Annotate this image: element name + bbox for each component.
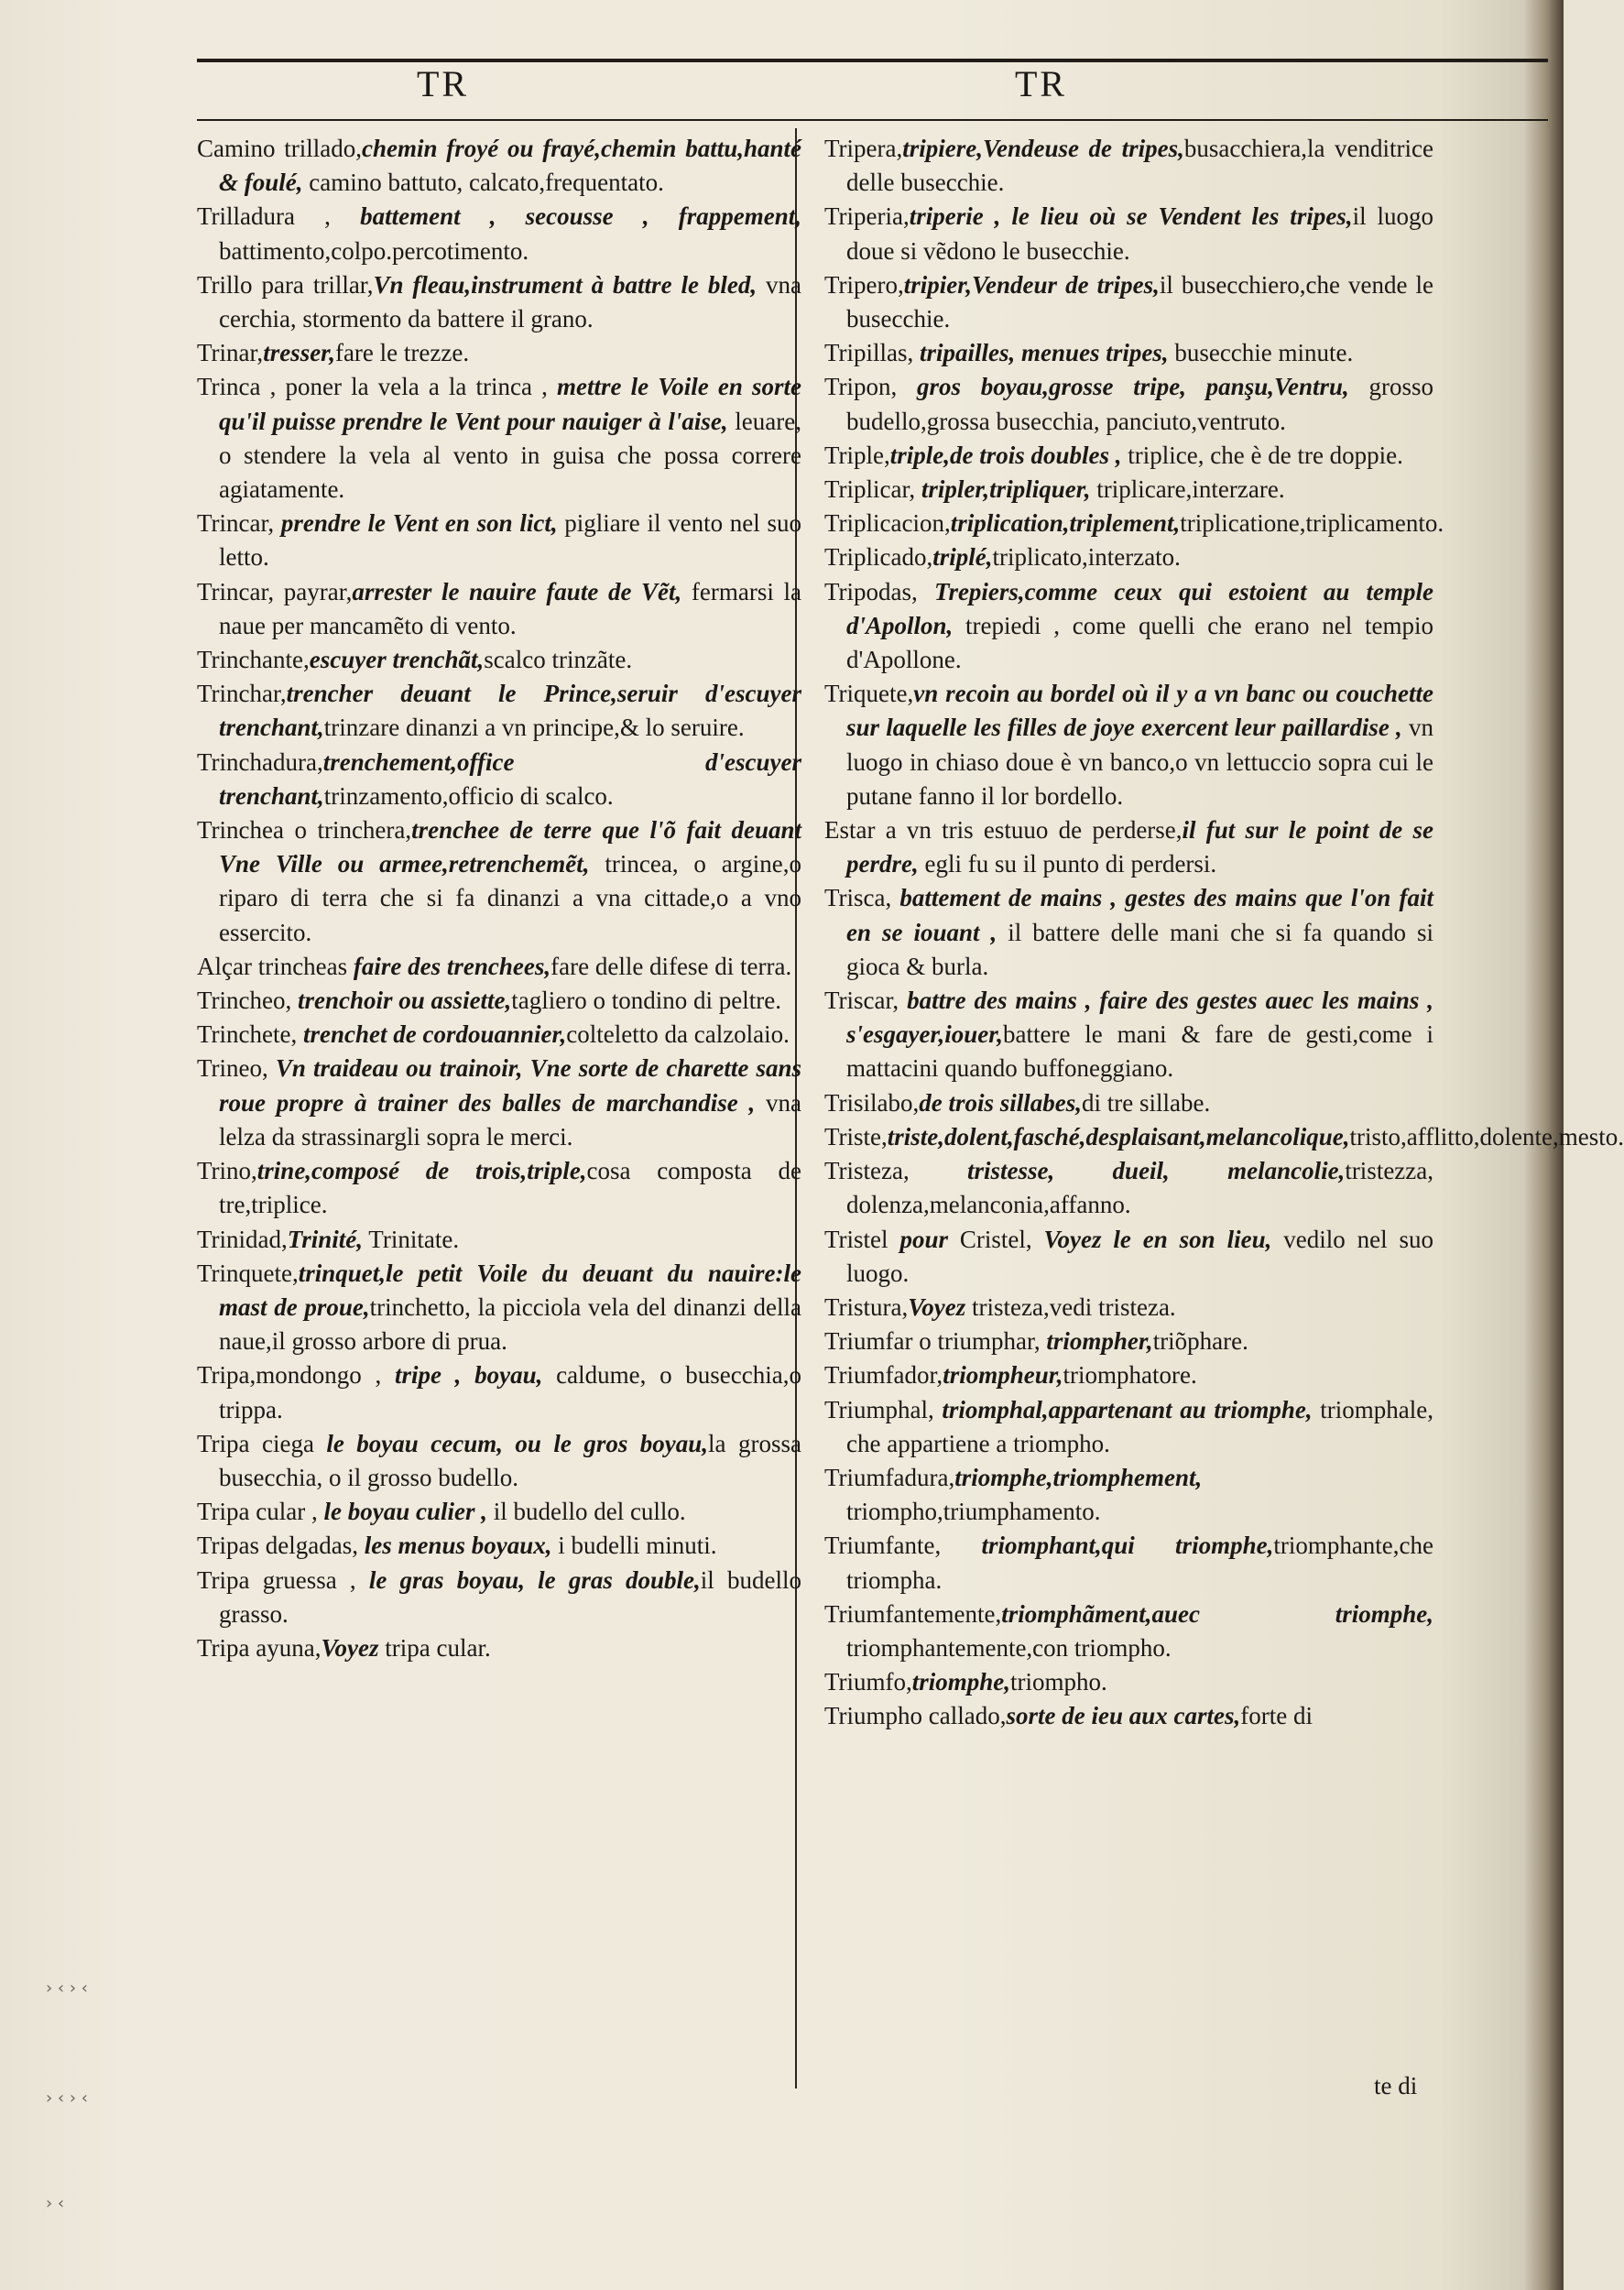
spanish-headword: Triumphal, [824,1395,943,1423]
dictionary-entry [197,1427,801,1495]
dictionary-entry [197,1154,801,1222]
french-gloss: battement de mains , gestes des mains que l'on fait en se iouant , [846,884,1434,946]
french-gloss: trine,composé de trois,triple, [256,1157,587,1185]
italian-gloss: battere le mani & fare de gesti,come i mattacini quando buffoneggiano. [846,1020,1433,1083]
spanish-headword: Tripodas, [824,577,934,605]
spanish-headword: Trinquete, [197,1259,299,1287]
italian-gloss: triomphantemente,con triompho. [846,1633,1172,1662]
dictionary-entry [197,1257,801,1359]
french-gloss: tripailles, menues tripes, [920,339,1169,367]
spanish-headword: Trinchar, [197,680,287,708]
spanish-headword: Trilladura , [197,202,361,231]
spanish-headword: Triumfar o triumphar, [824,1327,1047,1356]
dictionary-entry [824,813,1433,881]
italian-gloss: trincea, o argine,o riparo di terra che si fa dinanzi a vna cittade,o a vno essercito. [219,850,801,946]
italian-gloss: fermarsi la naue per mancamẽto di vento. [219,577,801,639]
italian-gloss: grosso budello,grossa busecchia, panciuto,ventruto. [846,373,1433,435]
spanish-headword: Triumfantemente, [824,1599,1002,1628]
french-gloss: escuyer trenchãt, [309,646,485,674]
spanish-headword: Tripa ciega [197,1429,327,1457]
spanish-headword: Trino, [197,1157,257,1185]
french-gloss: Voyez [321,1633,379,1662]
italian-gloss: triõphare. [1152,1327,1248,1356]
header-rule-top [197,59,1548,62]
spanish-headword: Triscar, [824,987,908,1015]
spanish-headword: Triple, [824,441,890,469]
dictionary-entry [197,1358,801,1426]
spanish-headword: Tripa cular , [197,1498,324,1526]
catchword: te di [1374,2072,1418,2099]
french-gloss: le gras boyau, le gras double, [368,1565,701,1594]
dictionary-entry [197,507,801,574]
dictionary-entry [197,1631,801,1665]
french-gloss: Voyez [908,1292,966,1321]
french-gloss: le boyau cecum, ou le gros boyau, [326,1429,709,1457]
dictionary-entry [824,881,1433,984]
french-gloss: gros boyau,grosse tripe, panşu,Ventru, [917,373,1349,401]
dictionary-entry [824,1358,1433,1392]
italian-gloss: egli fu su il punto di perdersi. [918,850,1217,878]
spanish-headword: Trillo para trillar, [197,270,374,299]
italian-gloss: il budello del cullo. [486,1498,686,1526]
french-gloss: trencher deuant le Prince,seruir d'escuyer trenchant, [219,680,801,742]
spanish-headword: Triumfante, [824,1532,982,1560]
spanish-headword: Triquete, [824,680,914,708]
left-column [197,132,801,1665]
italian-gloss: triompho,triumphamento. [846,1498,1101,1526]
italian-gloss: scalco trinzãte. [484,646,633,674]
dictionary-entry [197,268,801,336]
italian-gloss: triomphale, che appartiene a triompho. [846,1395,1433,1457]
dictionary-entry [824,1461,1433,1529]
italian-gloss: il luogo doue si vẽdono le busecchie. [846,202,1433,265]
french-gloss: trenchee de terre que l'õ fait deuant Vne Ville ou armee,retrenchemẽt, [219,816,801,878]
italian-gloss: triomphatore. [1063,1361,1197,1390]
italian-gloss: tripa cular. [378,1633,491,1662]
spanish-headword: Tripa gruessa , [197,1565,369,1594]
dictionary-entry [197,1018,801,1052]
french-gloss: il fut sur le point de se perdre, [846,816,1433,878]
french-gloss: chemin froyé ou frayé,chemin battu,hanté & foulé, [219,135,801,197]
header-rule-bottom [197,119,1548,121]
french-gloss: trinquet,le petit Voile du deuant du nauire:le mast de proue, [219,1259,801,1321]
italian-gloss: fare delle difese di terra. [550,952,792,980]
running-head-left: TR [417,63,470,104]
french-gloss: sorte de ieu aux cartes, [1006,1702,1241,1730]
dictionary-entry [197,643,801,677]
spanish-headword: Tripillas, [824,339,921,367]
french-gloss: Voyez le en son lieu, [1043,1225,1272,1253]
italian-gloss: tristeza,vedi tristeza. [965,1292,1176,1321]
spanish-headword: Estar a vn tris estuuo de perderse, [824,816,1183,845]
italian-gloss: tristezza, dolenza,melanconia,affanno. [846,1157,1434,1219]
spanish-headword: Triplicar, [824,475,921,504]
italian-gloss: caldume, o busecchia,o trippa. [219,1361,801,1423]
italian-gloss: Cristel, [947,1225,1044,1253]
french-gloss: de trois sillabes, [919,1088,1083,1117]
dictionary-entry [824,1665,1433,1699]
french-gloss: triplé, [932,543,993,572]
italian-gloss: camino battuto, calcato,frequentato. [302,169,664,197]
dictionary-entry [197,575,801,643]
french-gloss: triplication,triplement, [950,509,1181,538]
dictionary-entry [197,132,801,200]
italian-gloss: il battere delle mani che si fa quando si gioca & burla. [846,918,1433,980]
dictionary-entry [197,1529,801,1563]
italian-gloss: forte di [1240,1702,1313,1730]
dictionary-entry [197,950,801,984]
french-gloss: triomphãment,auec triomphe, [1001,1599,1433,1628]
spanish-headword: Trinchea o trinchera, [197,816,412,845]
french-gloss: tripe , boyau, [394,1361,543,1390]
dictionary-entry [824,1120,1624,1154]
italian-gloss: busacchiera,la venditrice delle busecchie. [846,135,1433,197]
italian-gloss: il budello grasso. [219,1565,801,1628]
spanish-headword: Trinchadura, [197,747,323,776]
dictionary-entry [824,370,1433,438]
dictionary-entry [824,336,1433,370]
italian-gloss: triompho. [1010,1668,1107,1696]
spanish-headword: Tripon, [824,373,918,401]
french-gloss: battre des mains , faire des gestes auec les mains , s'esgayer,iouer, [846,987,1434,1049]
italian-gloss: triplicare,interzare. [1090,475,1285,504]
dictionary-entry [197,370,801,507]
dictionary-entry [824,132,1433,200]
dictionary-entry [824,200,1433,267]
french-gloss: triperie , le lieu où se Vendent les tripes, [909,202,1353,231]
italian-gloss: tagliero o tondino di peltre. [511,987,781,1015]
right-column [824,132,1624,1734]
italian-gloss: vna cerchia, stormento da battere il grano. [219,270,802,333]
italian-gloss: il busecchiero,che vende le busecchie. [846,270,1433,333]
french-gloss: triple,de trois doubles , [889,441,1122,469]
spanish-headword: Trineo, [197,1054,276,1083]
dictionary-entry [824,540,1433,574]
spanish-headword: Trinchete, [197,1020,303,1049]
dictionary-entry [824,1291,1433,1325]
dictionary-entry [824,1529,1433,1597]
dictionary-entry [824,575,1433,678]
italian-gloss: i budelli minuti. [551,1532,717,1560]
italian-gloss: triplicato,interzato. [992,543,1181,572]
spanish-headword: Trisca, [824,884,900,912]
margin-mark: › ‹ [46,2194,65,2213]
spanish-headword: Triperia, [824,202,910,231]
italian-gloss: trepiedi , come quelli che erano nel tempio d'Apollone. [846,611,1433,674]
dictionary-entry [197,813,801,950]
dictionary-entry [824,1325,1433,1358]
italian-gloss: trinzamento,officio di scalco. [323,781,614,810]
italian-gloss: leuare, o stendere la vela al vento in guisa che possa correre agiatamente. [219,407,801,504]
spanish-headword: Trincar, [197,509,281,538]
spanish-headword: Triumfadura, [824,1463,955,1491]
italian-gloss: vedilo nel suo luogo. [846,1225,1434,1287]
spanish-headword: Tristeza, [824,1157,968,1185]
french-gloss: triomphe,triomphement, [954,1463,1203,1491]
running-head-right: TR [1015,63,1068,104]
spanish-headword: Triumpho callado, [824,1702,1007,1730]
dictionary-entry [197,984,801,1018]
french-gloss: trenchoir ou assiette, [298,987,512,1015]
french-gloss: prendre le Vent en son lict, [280,509,558,538]
spanish-headword: Trincheo, [197,987,299,1015]
spanish-headword: Trisilabo, [824,1088,920,1117]
italian-gloss: battimento,colpo.percotimento. [219,236,529,265]
french-gloss: battement , secousse , frappement, [360,202,801,231]
spanish-headword: Trincar, payrar, [197,577,353,605]
italian-gloss: triplice, che è de tre doppie. [1121,441,1403,469]
dictionary-entry [197,336,801,370]
dictionary-entry [824,984,1433,1086]
dictionary-entry [197,746,801,813]
dictionary-entry [197,1495,801,1529]
french-gloss: Trepiers,comme ceux qui estoient au temple d'Apollon, [846,577,1433,639]
french-gloss: Vn fleau,instrument à battre le bled, [373,270,758,299]
margin-mark: › ‹ › ‹ [46,2088,88,2108]
french-gloss: tripier,Vendeur de tripes, [903,270,1160,299]
spanish-headword: Tripa ayuna, [197,1633,322,1662]
french-gloss: Trinité, [287,1225,364,1253]
spanish-headword: Trinidad, [197,1225,288,1253]
italian-gloss: pigliare il vento nel suo letto. [219,509,801,572]
french-gloss: triste,dolent,fasché,desplaisant,melancolique, [887,1122,1350,1150]
french-gloss: trenchement,office d'escuyer trenchant, [219,747,801,810]
french-gloss: tripiere,Vendeuse de tripes, [902,135,1184,162]
spanish-headword: Tristel [824,1225,900,1253]
spanish-headword: Triste, [824,1122,888,1150]
spanish-headword: Triumfador, [824,1361,943,1390]
french-gloss: Vn traideau ou trainoir, Vne sorte de charette sans roue propre à trainer des balles de marchandise , [219,1054,801,1117]
spanish-headword: Trinar, [197,339,264,367]
page-header [0,0,1564,128]
spanish-headword: Tripera, [824,135,903,162]
spanish-headword: Trinca , poner la vela a la trinca , [197,373,558,401]
italian-gloss: Trinitate. [363,1225,460,1253]
french-gloss: le boyau culier , [323,1498,487,1526]
dictionary-entry [197,200,801,267]
french-gloss: tristesse, dueil, melancolie, [967,1157,1346,1185]
french-gloss: faire des trenchees, [353,952,551,980]
dictionary-entry [824,439,1433,473]
french-gloss: tresser, [263,339,335,367]
spanish-headword: Triumfo, [824,1668,912,1696]
french-gloss: vn recoin au bordel où il y a vn banc ou couchette sur laquelle les filles de joye exercent leur paillardise , [846,680,1433,742]
italian-gloss: colteletto da calzolaio. [566,1020,790,1049]
dictionary-entry [197,1052,801,1154]
french-gloss: mettre le Voile en sorte qu'il puisse prendre le Vent pour nauiger à l'aise, [219,373,801,435]
dictionary-entry [824,473,1433,507]
italian-gloss: busecchie minute. [1168,339,1354,367]
dictionary-entry [824,1154,1433,1222]
italian-gloss: trinchetto, la picciola vela del dinanzi della naue,il grosso arbore di prua. [219,1292,801,1356]
french-gloss: triompheur, [943,1361,1063,1390]
italian-gloss: vn luogo in chiaso doue è vn banco,o vn lettuccio sopra cui le putane fanno il lor bordello. [846,714,1433,810]
dictionary-entry [824,1598,1433,1665]
dictionary-entry [197,1223,801,1257]
italian-gloss: triomphante,che triompha. [846,1532,1434,1594]
french-gloss: triomphe, [911,1668,1011,1696]
french-gloss: les menus boyaux, [364,1532,552,1560]
italian-gloss: la grossa busecchia, o il grosso budello. [219,1429,801,1491]
spanish-headword: Triplicado, [824,543,933,572]
italian-gloss: tristo,afflitto,dolente,mesto. [1349,1122,1624,1150]
dictionary-entry [824,1699,1433,1733]
dictionary-entry [824,1393,1433,1461]
spanish-headword: Triplicacion, [824,509,951,538]
dictionary-entry [824,677,1433,813]
italian-gloss: di tre sillabe. [1082,1088,1211,1117]
margin-mark: › ‹ › ‹ [46,1979,88,1998]
french-gloss: triompher, [1046,1327,1153,1356]
spanish-headword: Alçar trincheas [197,952,354,980]
spanish-headword: Tripas delgadas, [197,1532,365,1560]
dictionary-entry [824,507,1444,540]
spanish-headword: Tripa,mondongo , [197,1361,395,1390]
dictionary-entry [824,268,1433,336]
spanish-headword: Trinchante, [197,646,310,674]
italian-gloss: cosa composta de tre,triplice. [219,1157,801,1219]
spanish-headword: Tristura, [824,1292,909,1321]
french-gloss: arrester le nauire faute de Vẽt, [352,577,682,605]
spanish-headword: Camino trillado, [197,135,362,162]
dictionary-entry [197,1564,801,1631]
french-gloss: tripler,tripliquer, [921,475,1091,504]
dictionary-entry [824,1086,1433,1120]
italian-gloss: fare le trezze. [334,339,470,367]
spanish-headword: Tripero, [824,270,904,299]
dictionary-entry [824,1223,1433,1291]
italian-gloss: trinzare dinanzi a vn principe,& lo seruire. [323,714,745,742]
french-gloss: pour [899,1225,948,1253]
french-gloss: triomphal,appartenant au triomphe, [942,1395,1313,1423]
french-gloss: trenchet de cordouannier, [303,1020,567,1049]
french-gloss: triomphant,qui triomphe, [981,1532,1274,1560]
italian-gloss: triplicatione,triplicamento. [1180,509,1444,538]
dictionary-entry [197,677,801,745]
italian-gloss: vna lelza da strassinargli sopra le merci. [219,1088,801,1150]
